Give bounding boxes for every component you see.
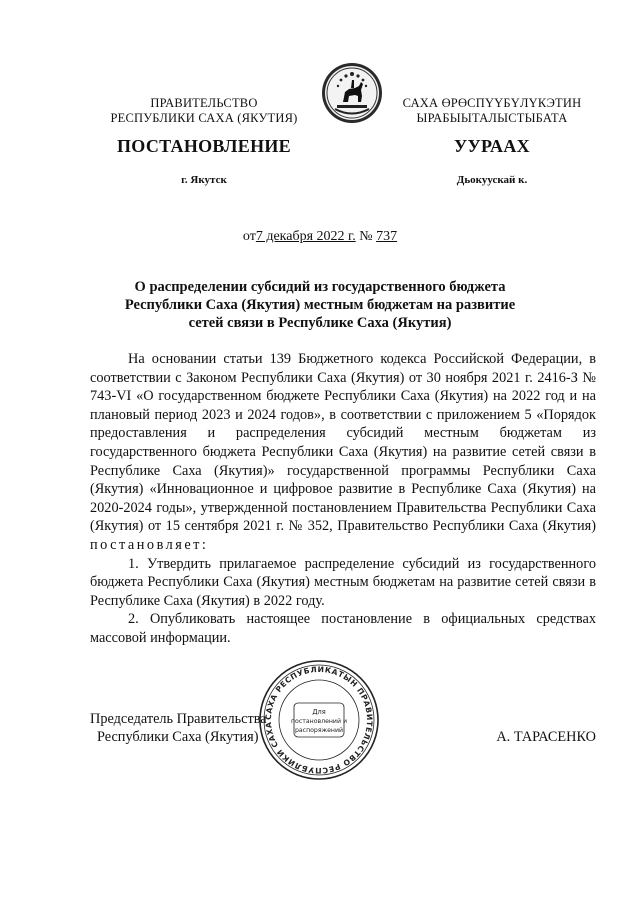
header-left-org-line-1: ПРАВИТЕЛЬСТВО <box>150 96 258 110</box>
seal-center-line-2: постановлений и <box>291 718 347 725</box>
official-seal <box>258 659 380 781</box>
document-body <box>90 350 596 648</box>
seal-center-line-1: Для <box>312 708 326 716</box>
decree-word: постановляет: <box>90 536 209 553</box>
document-date-line <box>0 229 640 245</box>
number-sign: № <box>359 229 373 244</box>
city-ru: г. Якутск <box>181 174 227 186</box>
header-right-org-line-2: ЫРАБЫЫТАЛЫСТЫБАТА <box>416 111 568 125</box>
doc-type-sakha: УУРААХ <box>454 136 530 156</box>
document-date: 7 декабря 2022 г. <box>255 229 356 244</box>
header-left-org <box>96 96 312 126</box>
signatory-position-line-1: Председатель Правительства <box>90 711 267 727</box>
item-2: 2. Опубликовать настоящее постановление в официальных средствах массовой информации. <box>90 611 596 646</box>
seal-center-line-3: распоряжений <box>294 727 344 734</box>
preamble-text: На основании статьи 139 Бюджетного кодекса Российской Федерации, в соответствии с Законом Республики Саха (Якутия) от 30 ноября 2021 г. 2416-З № 743-VI «О государственном бюджете Республики Саха (Якутия) на 2022 год и на плановый период 2023 и 2024 годов», в соответствии с приложением 5 «Порядок предоставления и распределения субсидий местным бюджетам из государственного бюджета Республики Саха (Якутия) на развитие сетей связи в Республике Саха (Якутия)» государственной программы Республики Саха (Якутия) «Инновационное и цифровое развитие в Республике Саха (Якутия) на 2020-2024 годы», утвержденной постановлением Правительства Республики Саха (Якутия) от 15 сентября 2021 г. № 352, Правительство Республики Саха (Якутия) <box>90 351 596 535</box>
signatory-name: А. ТАРАСЕНКО <box>496 729 596 745</box>
header-right-org-line-1: САХА ӨРӨСПҮҮБҮЛҮКЭТИН <box>402 96 582 110</box>
seal-outer-text: САХА РЕСПУБЛИКАТЫН ПРАВИТЕЛЬСТВО РЕСПУБЛИКИ САХА <box>263 664 375 776</box>
city-sakha: Дьокуускай к. <box>456 174 528 186</box>
preamble-paragraph <box>90 350 596 555</box>
header-right-org <box>392 96 592 126</box>
title-line-1: О распределении субсидий из государственного бюджета <box>134 279 506 295</box>
title-line-3: сетей связи в Республике Саха (Якутия) <box>188 315 452 331</box>
republic-emblem-icon <box>321 62 383 124</box>
date-prefix: от <box>242 229 256 244</box>
document-title <box>60 278 580 332</box>
signatory-position-line-2: Республики Саха (Якутия) <box>97 729 259 745</box>
doc-type-ru: ПОСТАНОВЛЕНИЕ <box>117 136 291 156</box>
header-left-org-line-2: РЕСПУБЛИКИ САХА (ЯКУТИЯ) <box>110 111 298 125</box>
item-1: 1. Утвердить прилагаемое распределение субсидий из государственного бюджета Республики Саха (Якутия) местным бюджетам на развитие сетей связи в Республике Саха (Якутия) в 2022 году. <box>90 555 596 609</box>
title-line-2: Республики Саха (Якутия) местным бюджетам на развитие <box>124 297 516 313</box>
document-number: 737 <box>376 229 398 244</box>
